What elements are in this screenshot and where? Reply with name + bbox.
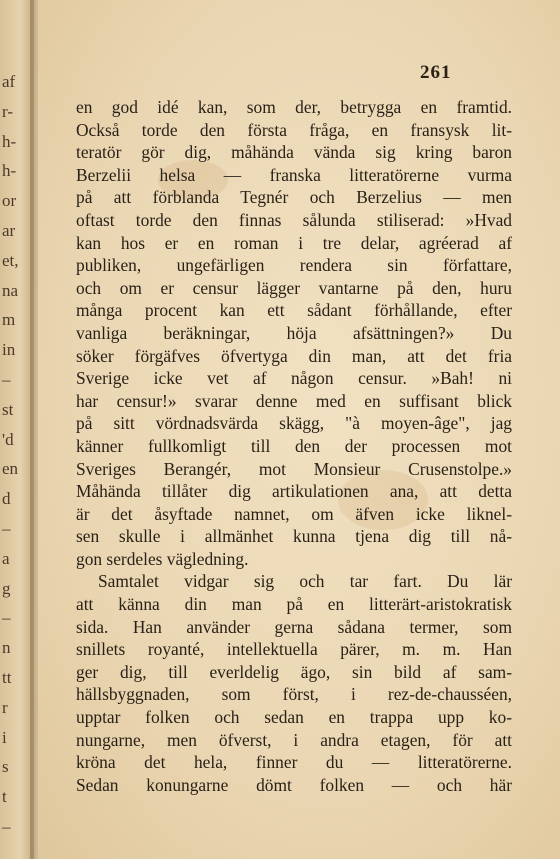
text-line: upptar folken och sedan en trappa upp ko- [76, 707, 512, 728]
text-line: söker förgäfves öfvertyga din man, att det fria [76, 345, 512, 366]
text-line: många procent kan ett sådant förhållande, efter [76, 300, 512, 321]
text-line: känner fullkomligt till den der processen mot [76, 435, 512, 456]
previous-page-fragment: 'd [2, 429, 14, 449]
previous-page-edge [0, 0, 34, 859]
text-line: sida. Han använder gerna sådana termer, som [76, 616, 512, 637]
previous-page-fragment: – [2, 519, 11, 538]
text-line: Också torde den första fråga, en fransysk lit- [76, 119, 512, 140]
text-line: vanliga beräkningar, höja afsättningen?» Du [76, 322, 512, 343]
text-line: snillets royanté, intellektuella pärer, m. m. Han [76, 639, 512, 660]
text-line: Sveriges Berangér, mot Monsieur Crusenstolpe.» [76, 458, 512, 479]
text-line: Samtalet vidgar sig och tar fart. Du lär [98, 571, 512, 592]
previous-page-fragment: h- [2, 131, 17, 151]
previous-page-fragment: a [2, 548, 10, 568]
previous-page-fragment: – [2, 370, 11, 389]
previous-page-fragment: i [2, 727, 7, 747]
previous-page-fragment: en [2, 459, 19, 479]
previous-page-fragment: – [2, 608, 11, 628]
text-line: på att förblanda Tegnér och Berzelius — men [76, 187, 512, 208]
previous-page-fragment: st [2, 399, 14, 419]
previous-page-fragment: t [2, 787, 7, 807]
previous-page-fragment: g [2, 578, 11, 598]
text-line: har censur!» svarar denne med en suffisant blick [76, 390, 512, 411]
previous-page-fragment: d [2, 489, 11, 509]
previous-page-fragment: tt [2, 668, 12, 687]
previous-page-fragment: et, [2, 250, 19, 270]
body-text [76, 96, 512, 796]
text-line: publiken, ungefärligen rendera sin författare, [76, 255, 512, 276]
text-line: att känna din man på en litterärt-aristokratisk [76, 594, 512, 615]
previous-page-fragment: m [2, 310, 16, 330]
previous-page-fragment: r- [2, 101, 13, 121]
text-line: hällsbyggnaden, som först, i rez-de-chausséen, [76, 684, 512, 705]
previous-page-fragment: n [2, 638, 11, 658]
text-line: kröna det hela, finner du — litteratörerne. [76, 752, 512, 773]
book-page [38, 0, 560, 859]
previous-page-fragment: r [2, 697, 8, 717]
text-line: nungarne, men öfverst, i andra etagen, för att [76, 729, 512, 750]
text-line: Berzelii helsa — franska litteratörerne vurma [76, 164, 512, 185]
text-line: sen skulle i allmänhet kunna tjena dig till nå- [76, 526, 512, 547]
previous-page-fragment: h- [2, 161, 17, 181]
previous-page-fragment: or [2, 191, 17, 211]
text-line: teratör gör dig, måhända vända sig kring baron [76, 142, 512, 163]
text-line: och om er censur lägger vantarne på den, huru [76, 277, 512, 298]
previous-page-fragment: af [2, 72, 16, 91]
previous-page-fragment: ar [2, 221, 16, 240]
text-line: Sverige icke vet af någon censur. »Bah! ni [76, 368, 512, 389]
page-number: 261 [420, 62, 452, 83]
text-line: kan hos er en roman i tre delar, agréerad af [76, 232, 512, 253]
text-line: oftast torde den finnas sålunda stiliserad: »Hvad [76, 209, 512, 230]
text-line: en god idé kan, som der, betrygga en framtid. [76, 97, 512, 117]
previous-page-fragment: in [2, 340, 16, 360]
previous-page-fragment: – [2, 817, 11, 836]
previous-page-fragment: na [2, 280, 19, 300]
text-line: Måhända tillåter dig artikulationen ana, att detta [76, 481, 512, 502]
text-line: Sedan konungarne dömt folken — och här [76, 774, 512, 795]
text-line: är det åsyftade namnet, om äfven icke liknel- [76, 503, 512, 524]
text-line: gon serdeles vägledning. [76, 548, 249, 569]
text-line: på sitt vördnadsvärda skägg, "à moyen-âge", jag [76, 413, 512, 434]
text-line: ger dig, till everldelig ägo, sin bild af sam- [76, 661, 512, 682]
previous-page-fragment: s [2, 757, 9, 777]
